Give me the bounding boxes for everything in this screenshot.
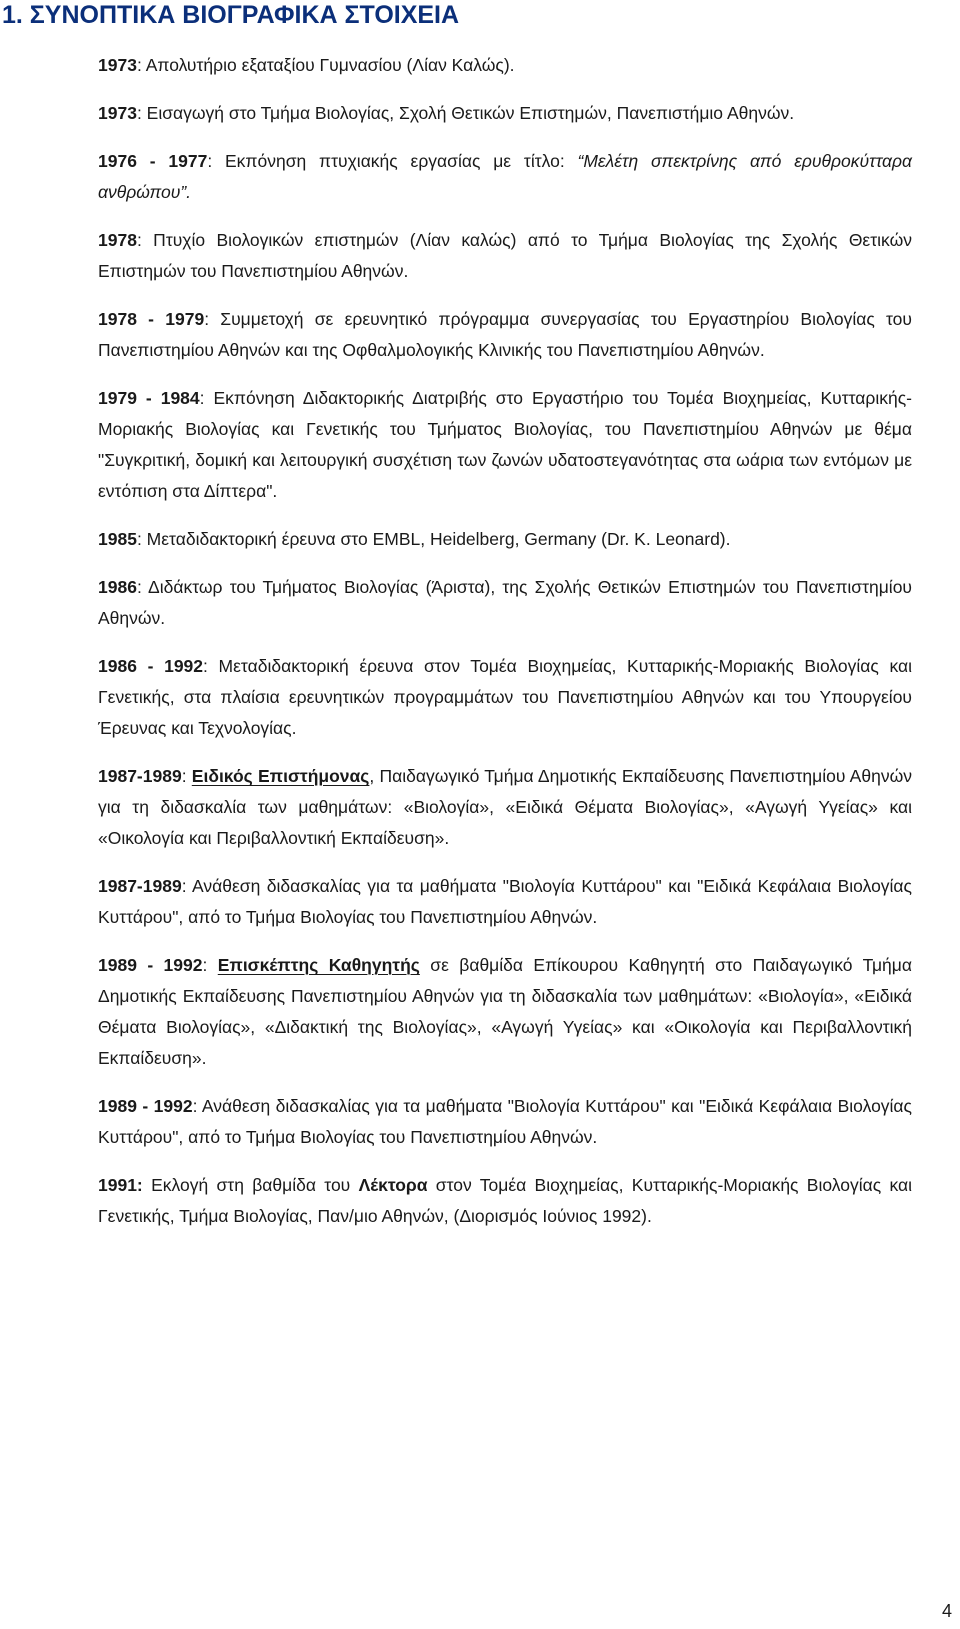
entry-text-continued: σε βαθμίδα Επίκουρου Καθηγητή στο Παιδαγωγικό Τμήμα Δημοτικής Εκπαίδευσης Πανεπιστημίου Αθηνών για τη διδασκαλία των μαθημάτων: «Βιολογία», «Ειδικά Θέματα Βιολογίας», «Διδακτική της Βιολογίας», «Αγωγή Υγείας» και «Οικολογία και Περιβαλλοντική Εκπαίδευση». [98, 955, 912, 1068]
entry-1991-lecturer [98, 1170, 912, 1232]
entry-text-continued: , Παιδαγωγικό Τμήμα Δημοτικής Εκπαίδευσης Πανεπιστημίου Αθηνών για τη διδασκαλία των μαθημάτων: «Βιολογία», «Ειδικά Θέματα Βιολογίας», «Αγωγή Υγείας» και «Οικολογία και Περιβαλλοντική Εκπαίδευση». [98, 766, 912, 848]
entry-text: : Ανάθεση διδασκαλίας για τα μαθήματα "Βιολογία Κυττάρου" και "Ειδικά Κεφάλαια Βιολογίας Κυττάρου", από το Τμήμα Βιολογίας του Πανεπιστημίου Αθηνών. [98, 876, 912, 927]
entry-text: : Μεταδιδακτορική έρευνα στον Τομέα Βιοχημείας, Κυτταρικής-Μοριακής Βιολογίας και Γενετικής, στα πλαίσια ερευνητικών προγραμμάτων του Πανεπιστημίου Αθηνών και του Υπουργείου Έρευνας και Τεχνολογίας. [98, 656, 912, 738]
entry-1978-degree [98, 225, 912, 287]
entry-text: : [181, 766, 192, 786]
entry-text: Εκλογή στη βαθμίδα του [142, 1175, 359, 1195]
entry-year: 1989 - 1992 [98, 1096, 193, 1116]
entry-text: : [202, 955, 218, 975]
page-title: 1. ΣΥΝΟΠΤΙΚΑ ΒΙΟΓΡΑΦΙΚΑ ΣΤΟΙΧΕΙΑ [2, 1, 460, 29]
thesis-title: “Μελέτη σπεκτρίνης από ερυθροκύτταρα ανθρώπου”. [98, 151, 912, 202]
entry-year: 1986 [98, 577, 137, 597]
page-number: 4 [941, 1601, 952, 1621]
entry-year: 1986 - 1992 [98, 656, 204, 676]
entry-text: : Ανάθεση διδασκαλίας για τα μαθήματα "Βιολογία Κυττάρου" και "Ειδικά Κεφάλαια Βιολογίας Κυττάρου", από το Τμήμα Βιολογίας του Πανεπιστημίου Αθηνών. [98, 1096, 912, 1147]
entry-1973-diploma [98, 50, 912, 81]
entry-year: 1991: [98, 1175, 143, 1195]
entry-1986-phd [98, 572, 912, 634]
entry-text: : Εκπόνηση Διδακτορικής Διατριβής στο Εργαστήριο του Τομέα Βιοχημείας, Κυτταρικής-Μοριακής Βιολογίας και Γενετικής του Τμήματος Βιολογίας, του Πανεπιστημίου Αθηνών με θέμα "Συγκριτική, δομική και λειτουργική συσχέτιση των ζωνών υδατοστεγανότητας στα ωάρια των εντόμων με εντόπιση στα Δίπτερα". [98, 388, 912, 501]
entry-text: : Απολυτήριο εξαταξίου Γυμνασίου (Λίαν Καλώς). [136, 55, 515, 75]
entry-1987-teaching [98, 871, 912, 933]
biography-entries [98, 50, 912, 1249]
entry-role: Ειδικός Επιστήμονας [191, 766, 370, 786]
entry-1976-thesis [98, 146, 912, 208]
entry-year: 1987-1989 [98, 876, 182, 896]
entry-text: : Διδάκτωρ του Τμήματος Βιολογίας (Άριστα), της Σχολής Θετικών Επιστημών του Πανεπιστημίου Αθηνών. [98, 577, 912, 628]
entry-text: : Εισαγωγή στο Τμήμα Βιολογίας, Σχολή Θετικών Επιστημών, Πανεπιστήμιο Αθηνών. [136, 103, 795, 123]
entry-year: 1987-1989 [98, 766, 182, 786]
entry-1987-specialist [98, 761, 912, 854]
entry-text: : Μεταδιδακτορική έρευνα στο EMBL, Heidelberg, Germany (Dr. K. Leonard). [136, 529, 731, 549]
entry-1989-teaching [98, 1091, 912, 1153]
entry-year: 1978 [98, 230, 137, 250]
entry-1989-visiting-professor [98, 950, 912, 1074]
entry-1973-admission [98, 98, 912, 129]
entry-year: 1976 - 1977 [98, 151, 208, 171]
entry-1979-doctorate [98, 383, 912, 507]
entry-text: : Εκπόνηση πτυχιακής εργασίας με τίτλο: [207, 151, 578, 171]
entry-year: 1973 [98, 103, 137, 123]
entry-year: 1978 - 1979 [98, 309, 205, 329]
entry-text-continued: στον Τομέα Βιοχημείας, Κυτταρικής-Μοριακής Βιολογίας και Γενετικής, Τμήμα Βιολογίας, Παν/μιο Αθηνών, (Διορισμός Ιούνιος 1992). [98, 1175, 912, 1226]
entry-text: : Συμμετοχή σε ερευνητικό πρόγραμμα συνεργασίας του Εργαστηρίου Βιολογίας του Πανεπιστημίου Αθηνών και της Οφθαλμολογικής Κλινικής του Πανεπιστημίου Αθηνών. [98, 309, 912, 360]
entry-role: Λέκτορα [358, 1175, 428, 1195]
entry-1978-research [98, 304, 912, 366]
entry-year: 1973 [98, 55, 137, 75]
entry-year: 1985 [98, 529, 137, 549]
entry-year: 1979 - 1984 [98, 388, 200, 408]
entry-year: 1989 - 1992 [98, 955, 203, 975]
entry-role: Επισκέπτης Καθηγητής [217, 955, 420, 975]
entry-1985-postdoc [98, 524, 912, 555]
entry-text: : Πτυχίο Βιολογικών επιστημών (Λίαν καλώς) από το Τμήμα Βιολογίας της Σχολής Θετικών Επιστημών του Πανεπιστημίου Αθηνών. [98, 230, 912, 281]
entry-1986-postdoc [98, 651, 912, 744]
